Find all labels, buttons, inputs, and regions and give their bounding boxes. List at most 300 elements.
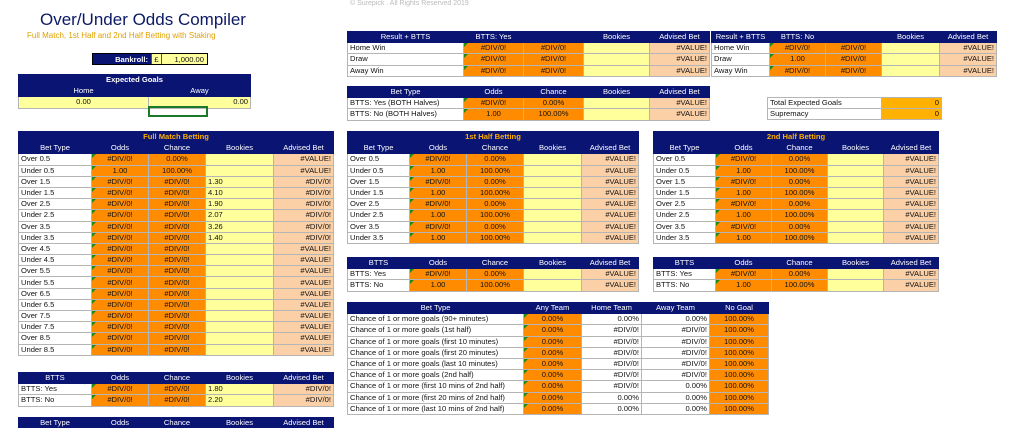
table-row xyxy=(348,154,639,165)
timing-r8-c1: 0.00% xyxy=(524,403,582,414)
first-half-r5-c1: 1.00 xyxy=(410,210,467,221)
full-match-r10-c1: #DIV/0! xyxy=(92,266,149,277)
first-half-r4-c3[interactable] xyxy=(524,199,582,210)
second-half-btts-header-1: Odds xyxy=(716,258,772,269)
full-match-r12-c3[interactable] xyxy=(206,288,274,299)
result-btts-no-r0-c1: #DIV/0! xyxy=(770,43,826,54)
full-match-r7-c0: Under 3.5 xyxy=(19,232,92,243)
full-match-r5-c3[interactable]: 2.07 xyxy=(206,210,274,221)
first-half-r6-c4: #VALUE! xyxy=(582,221,639,232)
second-half-btts-header-4: Advised Bet xyxy=(884,258,939,269)
second-half-btts-r0-c1: #DIV/0! xyxy=(716,269,772,280)
table-row xyxy=(348,43,710,54)
btts-both-halves-r1-c2: 100.00% xyxy=(524,109,584,120)
result-btts-no-r1-c4: #VALUE! xyxy=(940,54,997,65)
second-half-r6-c0: Over 3.5 xyxy=(654,221,716,232)
second-half-r7-c3[interactable] xyxy=(828,232,884,243)
timing-r5-c0: Chance of 1 or more goals (2nd half) xyxy=(348,370,524,381)
result-btts-no-header-2 xyxy=(826,32,882,43)
full-match-r9-c3[interactable] xyxy=(206,255,274,266)
btts-both-halves-r0-c1: #DIV/0! xyxy=(464,98,524,109)
btts-both-halves-table xyxy=(347,86,710,121)
timing-r1-c0: Chance of 1 or more goals (1st half) xyxy=(348,325,524,336)
second-half-r1-c0: Under 0.5 xyxy=(654,165,716,176)
bankroll-field xyxy=(92,53,208,65)
second-half-header-3: Bookies xyxy=(828,143,884,154)
table-row xyxy=(19,344,334,355)
first-half-r2-c4: #VALUE! xyxy=(582,176,639,187)
table-row xyxy=(19,221,334,232)
timing-r3-c3: #DIV/0! xyxy=(642,347,710,358)
second-half-r1-c4: #VALUE! xyxy=(884,165,939,176)
full-match-r3-c3[interactable]: 4.10 xyxy=(206,187,274,198)
full-match-r0-c0: Over 0.5 xyxy=(19,154,92,165)
table-row xyxy=(19,243,334,254)
second-half-r7-c0: Under 3.5 xyxy=(654,232,716,243)
table-row xyxy=(19,210,334,221)
second-half-r5-c3[interactable] xyxy=(828,210,884,221)
second-half-r1-c1: 1.00 xyxy=(716,165,772,176)
second-half-r7-c2: 100.00% xyxy=(772,232,828,243)
full-match-btts-r0-c4: #DIV/0! xyxy=(274,384,334,395)
second-half-r0-c1: #DIV/0! xyxy=(716,154,772,165)
first-half-table xyxy=(347,131,639,244)
full-match-r4-c4: #DIV/0! xyxy=(274,199,334,210)
full-match-r7-c2: #DIV/0! xyxy=(149,232,206,243)
first-half-r3-c3[interactable] xyxy=(524,187,582,198)
first-half-r3-c1: 1.00 xyxy=(410,187,467,198)
result-btts-no-r0-c4: #VALUE! xyxy=(940,43,997,54)
table-row xyxy=(348,221,639,232)
second-half-header-4: Advised Bet xyxy=(884,143,939,154)
first-half-r1-c4: #VALUE! xyxy=(582,165,639,176)
second-half-r4-c0: Over 2.5 xyxy=(654,199,716,210)
first-half-btts-table xyxy=(347,257,639,292)
result-btts-no-r2-c0: Away Win xyxy=(712,65,770,76)
second-half-header-2: Chance xyxy=(772,143,828,154)
second-half-r2-c1: #DIV/0! xyxy=(716,176,772,187)
first-half-r1-c0: Under 0.5 xyxy=(348,165,410,176)
table-row xyxy=(654,176,939,187)
timing-r7-c4: 100.00% xyxy=(710,392,769,403)
btts-both-halves-header-0: Bet Type xyxy=(348,87,464,98)
result-btts-no-table xyxy=(711,31,997,77)
result-btts-no-r0-c3[interactable] xyxy=(882,43,940,54)
timing-header-3: Away Team xyxy=(642,303,710,314)
first-half-r5-c3[interactable] xyxy=(524,210,582,221)
table-row xyxy=(348,392,769,403)
btts-both-halves-header-2: Chance xyxy=(524,87,584,98)
full-match-r3-c1: #DIV/0! xyxy=(92,187,149,198)
timing-r0-c4: 100.00% xyxy=(710,314,769,325)
full-match-r8-c4: #VALUE! xyxy=(274,243,334,254)
second-half-r2-c2: 0.00% xyxy=(772,176,828,187)
table-row xyxy=(654,232,939,243)
first-half-r3-c0: Under 1.5 xyxy=(348,187,410,198)
first-half-r6-c1: #DIV/0! xyxy=(410,221,467,232)
first-half-r4-c4: #VALUE! xyxy=(582,199,639,210)
timing-r0-c2: 0.00% xyxy=(582,314,642,325)
table-row xyxy=(19,199,334,210)
first-half-btts-header-3: Bookies xyxy=(524,258,582,269)
second-half-table xyxy=(653,131,939,244)
full-match-r17-c3[interactable] xyxy=(206,344,274,355)
timing-r3-c4: 100.00% xyxy=(710,347,769,358)
expected-goals-table xyxy=(18,74,251,109)
first-half-r1-c1: 1.00 xyxy=(410,165,467,176)
full-match-r1-c2: 100.00% xyxy=(149,165,206,176)
full-match-r6-c3[interactable]: 3.26 xyxy=(206,221,274,232)
result-btts-yes-header-2 xyxy=(524,32,584,43)
second-half-r4-c2: 0.00% xyxy=(772,199,828,210)
first-half-btts-r1-c1: 1.00 xyxy=(410,280,467,291)
extra-header-advised: Advised Bet xyxy=(274,418,334,428)
full-match-r0-c4: #VALUE! xyxy=(274,154,334,165)
table-row xyxy=(348,370,769,381)
first-half-btts-r1-c4: #VALUE! xyxy=(582,280,639,291)
full-match-r10-c3[interactable] xyxy=(206,266,274,277)
first-half-btts-r0-c1: #DIV/0! xyxy=(410,269,467,280)
first-half-r5-c4: #VALUE! xyxy=(582,210,639,221)
first-half-btts-header-4: Advised Bet xyxy=(582,258,639,269)
full-match-btts-r1-c0: BTTS: No xyxy=(19,395,92,406)
first-half-r0-c1: #DIV/0! xyxy=(410,154,467,165)
btts-both-halves-r1-c1: 1.00 xyxy=(464,109,524,120)
first-half-btts-r0-c2: 0.00% xyxy=(467,269,524,280)
timing-r6-c1: 0.00% xyxy=(524,381,582,392)
result-btts-no-r2-c3[interactable] xyxy=(882,65,940,76)
full-match-btts-r0-c1: #DIV/0! xyxy=(92,384,149,395)
btts-both-halves-header-4: Advised Bet xyxy=(650,87,710,98)
full-match-r16-c0: Over 8.5 xyxy=(19,333,92,344)
second-half-r5-c0: Under 2.5 xyxy=(654,210,716,221)
second-half-r0-c3[interactable] xyxy=(828,154,884,165)
first-half-r5-c2: 100.00% xyxy=(467,210,524,221)
second-half-r4-c4: #VALUE! xyxy=(884,199,939,210)
first-half-header-1: Odds xyxy=(410,143,467,154)
page-title: Over/Under Odds Compiler xyxy=(40,10,246,29)
result-btts-yes-r0-c2: #DIV/0! xyxy=(524,43,584,54)
full-match-r8-c3[interactable] xyxy=(206,243,274,254)
full-match-r6-c1: #DIV/0! xyxy=(92,221,149,232)
full-match-r1-c3[interactable] xyxy=(206,165,274,176)
home-expected-input[interactable]: 0.00 xyxy=(19,97,149,108)
full-match-r13-c0: Under 6.5 xyxy=(19,299,92,310)
first-half-r1-c3[interactable] xyxy=(524,165,582,176)
full-match-btts-r0-c3[interactable]: 1.80 xyxy=(206,384,274,395)
table-row xyxy=(19,232,334,243)
second-half-header-0: Bet Type xyxy=(654,143,716,154)
second-half-r2-c3[interactable] xyxy=(828,176,884,187)
first-half-btts-r0-c4: #VALUE! xyxy=(582,269,639,280)
full-match-r15-c2: #DIV/0! xyxy=(149,322,206,333)
timing-r4-c4: 100.00% xyxy=(710,358,769,369)
result-btts-no-r1-c2: #DIV/0! xyxy=(826,54,882,65)
bankroll-label: Bankroll: xyxy=(93,54,151,64)
extra-header-bookies: Bookies xyxy=(206,418,274,428)
full-match-r17-c1: #DIV/0! xyxy=(92,344,149,355)
table-row xyxy=(654,154,939,165)
timing-r0-c3: 0.00% xyxy=(642,314,710,325)
first-half-r7-c4: #VALUE! xyxy=(582,232,639,243)
full-match-r15-c1: #DIV/0! xyxy=(92,322,149,333)
full-match-r0-c3[interactable] xyxy=(206,154,274,165)
full-match-header-0: Bet Type xyxy=(19,143,92,154)
result-btts-no-r2-c1: #DIV/0! xyxy=(770,65,826,76)
full-match-r10-c2: #DIV/0! xyxy=(149,266,206,277)
table-row xyxy=(348,187,639,198)
full-match-r14-c3[interactable] xyxy=(206,311,274,322)
first-half-btts-header-1: Odds xyxy=(410,258,467,269)
second-half-btts-header-3: Bookies xyxy=(828,258,884,269)
first-half-r0-c3[interactable] xyxy=(524,154,582,165)
table-row xyxy=(348,403,769,414)
table-row xyxy=(654,210,939,221)
away-expected-input[interactable]: 0.00 xyxy=(149,97,251,108)
first-half-header-4: Advised Bet xyxy=(582,143,639,154)
result-btts-yes-r2-c2: #DIV/0! xyxy=(524,65,584,76)
full-match-r17-c2: #DIV/0! xyxy=(149,344,206,355)
first-half-header-2: Chance xyxy=(467,143,524,154)
full-match-r15-c3[interactable] xyxy=(206,322,274,333)
result-btts-yes-r0-c0: Home Win xyxy=(348,43,464,54)
table-row xyxy=(348,65,710,76)
second-half-btts-r1-c3[interactable] xyxy=(828,280,884,291)
second-half-r0-c2: 0.00% xyxy=(772,154,828,165)
table-row xyxy=(19,165,334,176)
full-match-r4-c2: #DIV/0! xyxy=(149,199,206,210)
result-btts-yes-r2-c4: #VALUE! xyxy=(650,65,710,76)
extra-header-bet-type: Bet Type xyxy=(19,418,92,428)
bankroll-currency: £ xyxy=(151,54,161,64)
full-match-r16-c2: #DIV/0! xyxy=(149,333,206,344)
second-half-header-1: Odds xyxy=(716,143,772,154)
table-row xyxy=(348,381,769,392)
table-row xyxy=(654,187,939,198)
full-match-r9-c4: #VALUE! xyxy=(274,255,334,266)
full-match-r5-c4: #DIV/0! xyxy=(274,210,334,221)
result-btts-yes-table xyxy=(347,31,710,77)
first-half-r2-c3[interactable] xyxy=(524,176,582,187)
full-match-r14-c1: #DIV/0! xyxy=(92,311,149,322)
total-expected-goals-label: Total Expected Goals xyxy=(768,98,882,109)
table-row xyxy=(348,280,639,291)
timing-r5-c2: #DIV/0! xyxy=(582,370,642,381)
full-match-r4-c3[interactable]: 1.90 xyxy=(206,199,274,210)
second-half-r4-c3[interactable] xyxy=(828,199,884,210)
second-half-r3-c2: 100.00% xyxy=(772,187,828,198)
second-half-btts-header-0: BTTS xyxy=(654,258,716,269)
full-match-r12-c4: #VALUE! xyxy=(274,288,334,299)
table-row xyxy=(348,176,639,187)
second-half-r1-c2: 100.00% xyxy=(772,165,828,176)
first-half-r4-c0: Over 2.5 xyxy=(348,199,410,210)
table-row xyxy=(348,210,639,221)
table-row xyxy=(19,154,334,165)
timing-r8-c4: 100.00% xyxy=(710,403,769,414)
first-half-r2-c0: Over 1.5 xyxy=(348,176,410,187)
full-match-r2-c3[interactable]: 1.30 xyxy=(206,176,274,187)
result-btts-yes-r1-c2: #DIV/0! xyxy=(524,54,584,65)
second-half-btts-r0-c3[interactable] xyxy=(828,269,884,280)
result-btts-yes-header-1: BTTS: Yes xyxy=(464,32,524,43)
timing-r7-c1: 0.00% xyxy=(524,392,582,403)
second-half-btts-table xyxy=(653,257,939,292)
page-subtitle: Full Match, 1st Half and 2nd Half Betting with Staking xyxy=(27,31,216,40)
table-row xyxy=(19,384,334,395)
full-match-btts-header-1: Odds xyxy=(92,373,149,384)
table-row xyxy=(654,280,939,291)
summary-table xyxy=(767,97,942,120)
result-btts-no-r1-c3[interactable] xyxy=(882,54,940,65)
full-match-r2-c2: #DIV/0! xyxy=(149,176,206,187)
full-match-r14-c2: #DIV/0! xyxy=(149,311,206,322)
full-match-btts-r0-c0: BTTS: Yes xyxy=(19,384,92,395)
timing-r7-c2: 0.00% xyxy=(582,392,642,403)
first-half-r6-c3[interactable] xyxy=(524,221,582,232)
timing-header-4: No Goal xyxy=(710,303,769,314)
full-match-r1-c1: 1.00 xyxy=(92,165,149,176)
result-btts-no-r1-c0: Draw xyxy=(712,54,770,65)
first-half-r7-c0: Under 3.5 xyxy=(348,232,410,243)
full-match-r1-c4: #VALUE! xyxy=(274,165,334,176)
table-row xyxy=(19,299,334,310)
timing-r2-c0: Chance of 1 or more goals (first 10 minutes) xyxy=(348,336,524,347)
table-row xyxy=(19,311,334,322)
result-btts-no-r1-c1: 1.00 xyxy=(770,54,826,65)
timing-r4-c2: #DIV/0! xyxy=(582,358,642,369)
timing-header-2: Home Team xyxy=(582,303,642,314)
extra-header-odds: Odds xyxy=(92,418,149,428)
timing-r2-c2: #DIV/0! xyxy=(582,336,642,347)
second-half-r1-c3[interactable] xyxy=(828,165,884,176)
table-row xyxy=(654,165,939,176)
full-match-btts-header-3: Bookies xyxy=(206,373,274,384)
first-half-r4-c2: 0.00% xyxy=(467,199,524,210)
full-match-r8-c2: #DIV/0! xyxy=(149,243,206,254)
full-match-r17-c0: Under 8.5 xyxy=(19,344,92,355)
second-half-r6-c4: #VALUE! xyxy=(884,221,939,232)
first-half-r5-c0: Under 2.5 xyxy=(348,210,410,221)
result-btts-yes-r1-c4: #VALUE! xyxy=(650,54,710,65)
first-half-btts-r1-c0: BTTS: No xyxy=(348,280,410,291)
full-match-r13-c3[interactable] xyxy=(206,299,274,310)
result-btts-yes-r2-c0: Away Win xyxy=(348,65,464,76)
timing-r1-c3: #DIV/0! xyxy=(642,325,710,336)
result-btts-yes-r0-c1: #DIV/0! xyxy=(464,43,524,54)
full-match-r11-c4: #VALUE! xyxy=(274,277,334,288)
first-half-btts-r1-c2: 100.00% xyxy=(467,280,524,291)
table-row xyxy=(348,98,710,109)
table-row xyxy=(348,109,710,120)
btts-both-halves-r0-c3[interactable] xyxy=(584,98,650,109)
full-match-header-3: Bookies xyxy=(206,143,274,154)
second-half-r4-c1: #DIV/0! xyxy=(716,199,772,210)
table-row xyxy=(348,165,639,176)
result-btts-yes-r0-c3[interactable] xyxy=(584,43,650,54)
full-match-btts-r1-c3[interactable]: 2.20 xyxy=(206,395,274,406)
full-match-btts-r1-c1: #DIV/0! xyxy=(92,395,149,406)
btts-both-halves-r1-c0: BTTS: No (BOTH Halves) xyxy=(348,109,464,120)
table-row xyxy=(348,199,639,210)
table-row xyxy=(19,266,334,277)
first-half-btts-header-0: BTTS xyxy=(348,258,410,269)
timing-r0-c1: 0.00% xyxy=(524,314,582,325)
result-btts-no-r0-c2: #DIV/0! xyxy=(826,43,882,54)
btts-both-halves-r1-c4: #VALUE! xyxy=(650,109,710,120)
timing-r2-c3: #DIV/0! xyxy=(642,336,710,347)
full-match-r6-c4: #DIV/0! xyxy=(274,221,334,232)
full-match-r0-c1: #DIV/0! xyxy=(92,154,149,165)
full-match-r5-c1: #DIV/0! xyxy=(92,210,149,221)
timing-r8-c3: 0.00% xyxy=(642,403,710,414)
second-half-btts-r1-c2: 100.00% xyxy=(772,280,828,291)
second-half-btts-r1-c4: #VALUE! xyxy=(884,280,939,291)
table-row xyxy=(19,333,334,344)
full-match-r11-c3[interactable] xyxy=(206,277,274,288)
table-row xyxy=(348,336,769,347)
full-match-r2-c0: Over 1.5 xyxy=(19,176,92,187)
table-row xyxy=(712,43,997,54)
second-half-r3-c3[interactable] xyxy=(828,187,884,198)
full-match-r11-c0: Under 5.5 xyxy=(19,277,92,288)
second-half-r5-c1: 1.00 xyxy=(716,210,772,221)
first-half-r2-c2: 0.00% xyxy=(467,176,524,187)
btts-both-halves-r1-c3[interactable] xyxy=(584,109,650,120)
timing-r1-c4: 100.00% xyxy=(710,325,769,336)
result-btts-no-header-3: Bookies xyxy=(882,32,940,43)
first-half-header-3: Bookies xyxy=(524,143,582,154)
second-half-btts-r0-c0: BTTS: Yes xyxy=(654,269,716,280)
first-half-r0-c0: Over 0.5 xyxy=(348,154,410,165)
full-match-btts-r1-c2: #DIV/0! xyxy=(149,395,206,406)
timing-r7-c3: 0.00% xyxy=(642,392,710,403)
bankroll-input[interactable]: 1,000.00 xyxy=(161,54,207,64)
full-match-table xyxy=(18,131,334,356)
second-half-r2-c4: #VALUE! xyxy=(884,176,939,187)
timing-r2-c4: 100.00% xyxy=(710,336,769,347)
supremacy-label: Supremacy xyxy=(768,109,882,120)
timing-r4-c3: #DIV/0! xyxy=(642,358,710,369)
full-match-r8-c0: Over 4.5 xyxy=(19,243,92,254)
full-match-r16-c3[interactable] xyxy=(206,333,274,344)
full-match-r12-c2: #DIV/0! xyxy=(149,288,206,299)
full-match-r17-c4: #VALUE! xyxy=(274,344,334,355)
full-match-r13-c1: #DIV/0! xyxy=(92,299,149,310)
copyright-text: © Surepick . All Rights Reserved 2019 xyxy=(350,0,469,7)
first-half-btts-r0-c3[interactable] xyxy=(524,269,582,280)
table-row xyxy=(19,322,334,333)
full-match-btts-header-4: Advised Bet xyxy=(274,373,334,384)
first-half-btts-r1-c3[interactable] xyxy=(524,280,582,291)
result-btts-yes-r2-c3[interactable] xyxy=(584,65,650,76)
full-match-r12-c1: #DIV/0! xyxy=(92,288,149,299)
timing-r6-c2: #DIV/0! xyxy=(582,381,642,392)
first-half-r0-c4: #VALUE! xyxy=(582,154,639,165)
full-match-r4-c1: #DIV/0! xyxy=(92,199,149,210)
first-half-btts-r0-c0: BTTS: Yes xyxy=(348,269,410,280)
btts-both-halves-r0-c2: 0.00% xyxy=(524,98,584,109)
selected-cell-cursor xyxy=(148,106,208,117)
second-half-r6-c3[interactable] xyxy=(828,221,884,232)
result-btts-yes-r1-c3[interactable] xyxy=(584,54,650,65)
full-match-r7-c3[interactable]: 1.40 xyxy=(206,232,274,243)
timing-r1-c1: 0.00% xyxy=(524,325,582,336)
away-header: Away xyxy=(149,86,251,97)
timing-r5-c4: 100.00% xyxy=(710,370,769,381)
result-btts-no-header-1: BTTS: No xyxy=(770,32,826,43)
first-half-r7-c3[interactable] xyxy=(524,232,582,243)
